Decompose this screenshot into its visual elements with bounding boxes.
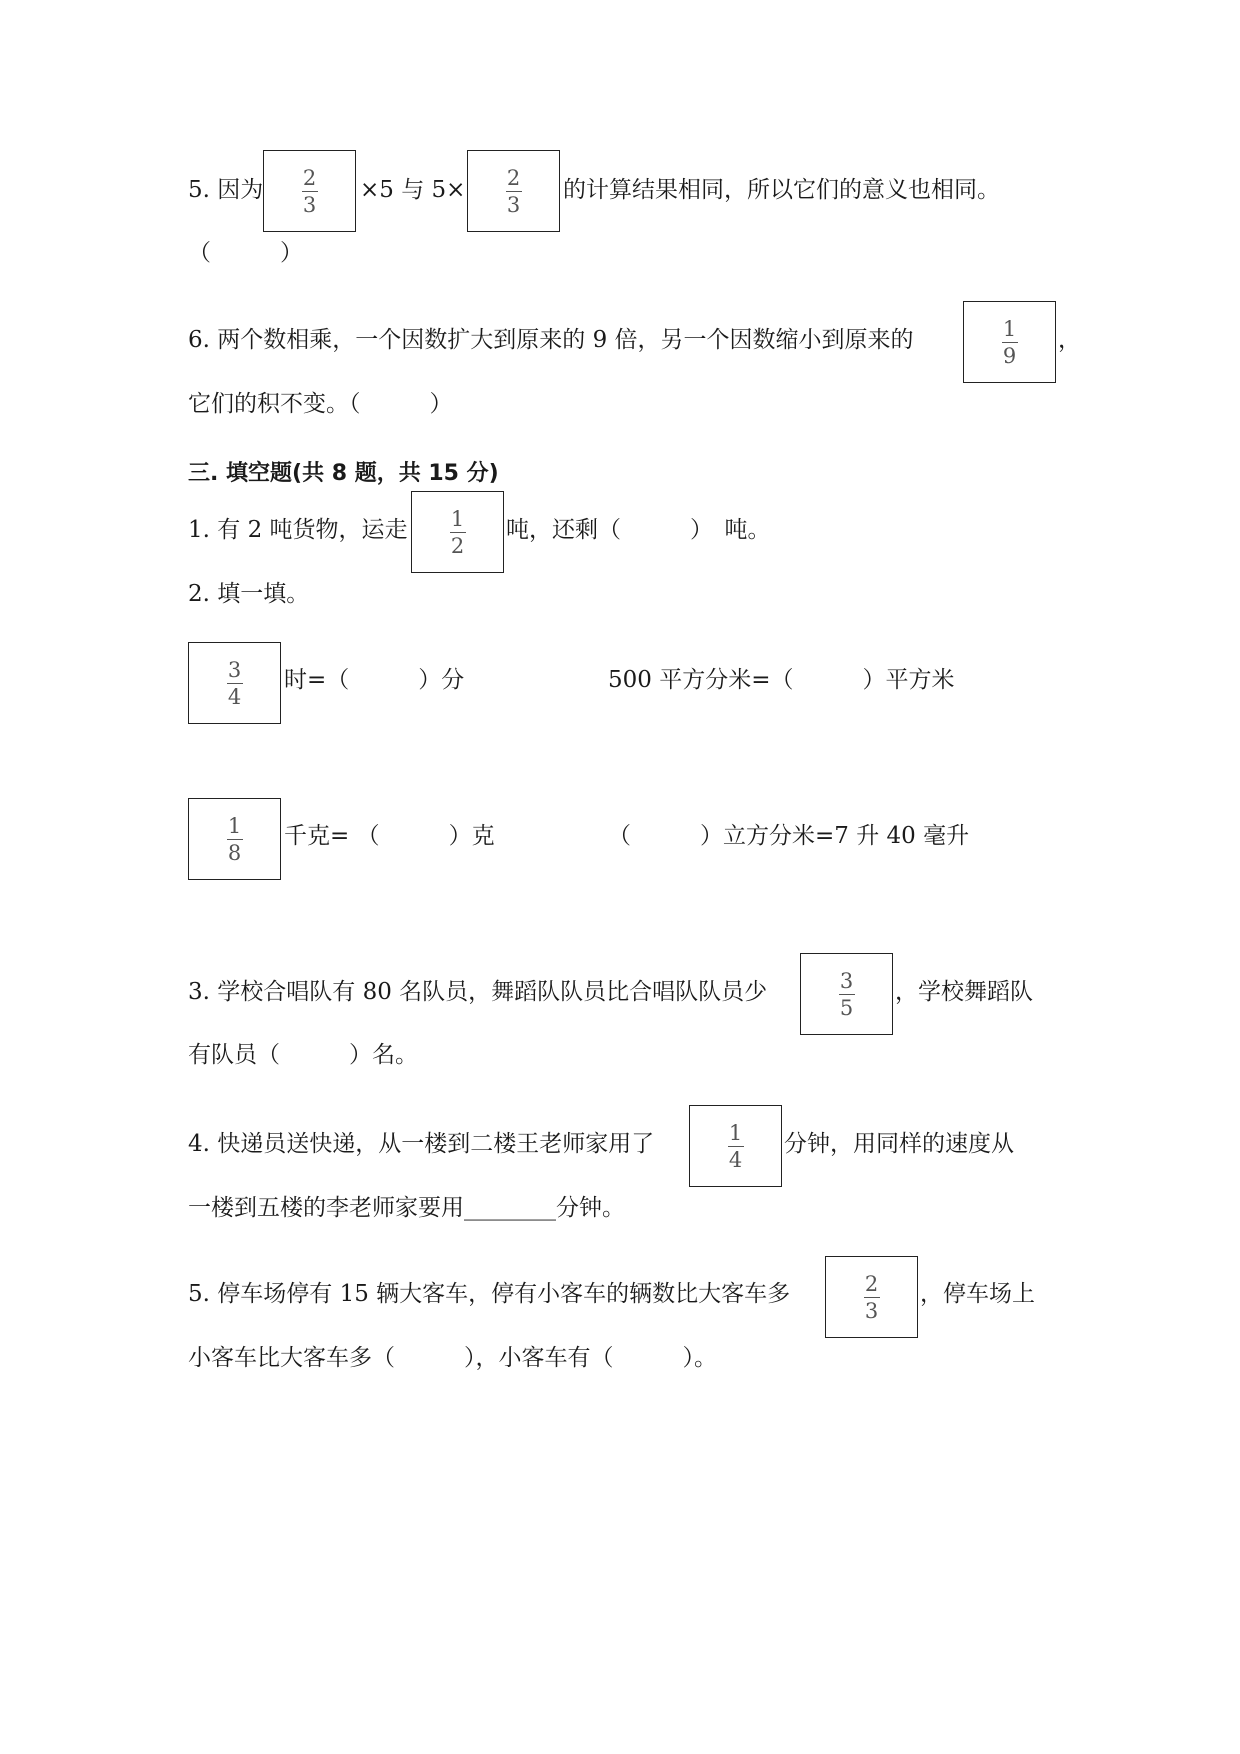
f2-b-text: 500 平方分米=（ ）平方米 <box>608 667 955 693</box>
f1-text-1: 1. 有 2 吨货物，运走 <box>188 517 408 543</box>
fraction-bar <box>302 191 318 192</box>
fraction-bar <box>839 994 855 995</box>
f3-text-3: 有队员（ ）名。 <box>188 1042 418 1068</box>
f2-d-text: （ ）立方分米=7 升 40 毫升 <box>608 823 970 849</box>
fraction-numerator: 1 <box>227 813 242 838</box>
fraction-numerator: 1 <box>1002 316 1017 341</box>
q6-comma: ， <box>1058 327 1081 353</box>
f5-text-1: 5. 停车场停有 15 辆大客车，停有小客车的辆数比大客车多 <box>188 1281 791 1307</box>
fraction-denominator: 8 <box>227 840 242 865</box>
f3-text-2: ，学校舞蹈队 <box>895 979 1033 1005</box>
fraction-denominator: 9 <box>1002 343 1017 368</box>
f2-c-fraction-box <box>188 798 281 880</box>
f1-text-2: 吨，还剩（ ） 吨。 <box>506 517 771 543</box>
fraction-numerator: 3 <box>227 657 242 682</box>
q5-text-1: 5. 因为 <box>188 177 264 203</box>
fraction-numerator: 1 <box>728 1120 743 1145</box>
q6-text-2: 它们的积不变。（ ） <box>188 391 453 417</box>
f4-text-1: 4. 快递员送快递，从一楼到二楼王老师家用了 <box>188 1131 655 1157</box>
f2-title: 2. 填一填。 <box>188 581 310 607</box>
fraction-bar <box>1002 342 1018 343</box>
fraction-denominator: 2 <box>450 533 465 558</box>
fraction-denominator: 5 <box>839 995 854 1020</box>
f2-a-fraction-box <box>188 642 281 724</box>
q5-fraction-box-1 <box>263 150 356 232</box>
f5-fraction-box <box>825 1256 918 1338</box>
fraction-numerator: 1 <box>450 506 465 531</box>
q5-text-2: ×5 与 5× <box>360 177 466 203</box>
fraction-denominator: 4 <box>728 1147 743 1172</box>
fraction-numerator: 2 <box>302 165 317 190</box>
fraction-denominator: 3 <box>506 192 521 217</box>
fraction-denominator: 4 <box>227 684 242 709</box>
f2-a-text: 时=（ ）分 <box>284 667 465 693</box>
f4-text-3: 一楼到五楼的李老师家要用________分钟。 <box>188 1195 625 1221</box>
q6-fraction-box <box>963 301 1056 383</box>
f4-fraction-box <box>689 1105 782 1187</box>
q5-answer-paren: （ ） <box>188 240 303 266</box>
f5-text-2: ，停车场上 <box>920 1281 1035 1307</box>
f3-text-1: 3. 学校合唱队有 80 名队员，舞蹈队队员比合唱队队员少 <box>188 979 768 1005</box>
q5-fraction-box-2 <box>467 150 560 232</box>
f3-fraction-box <box>800 953 893 1035</box>
fraction-bar <box>227 683 243 684</box>
fraction-bar <box>506 191 522 192</box>
fraction-numerator: 3 <box>839 968 854 993</box>
fraction-bar <box>450 532 466 533</box>
fraction-denominator: 3 <box>302 192 317 217</box>
fraction-bar <box>864 1297 880 1298</box>
q5-text-3: 的计算结果相同，所以它们的意义也相同。 <box>563 177 1000 203</box>
fraction-denominator: 3 <box>864 1298 879 1323</box>
f4-text-2: 分钟，用同样的速度从 <box>784 1131 1014 1157</box>
f1-fraction-box <box>411 491 504 573</box>
section-title: 三. 填空题(共 8 题，共 15 分) <box>188 461 499 486</box>
q6-text-1: 6. 两个数相乘，一个因数扩大到原来的 9 倍，另一个因数缩小到原来的 <box>188 327 914 353</box>
f2-c-text: 千克= （ ）克 <box>284 823 495 849</box>
f5-text-3: 小客车比大客车多（ ），小客车有（ ）。 <box>188 1345 717 1371</box>
fraction-bar <box>227 839 243 840</box>
fraction-numerator: 2 <box>864 1271 879 1296</box>
fraction-numerator: 2 <box>506 165 521 190</box>
fraction-bar <box>728 1146 744 1147</box>
